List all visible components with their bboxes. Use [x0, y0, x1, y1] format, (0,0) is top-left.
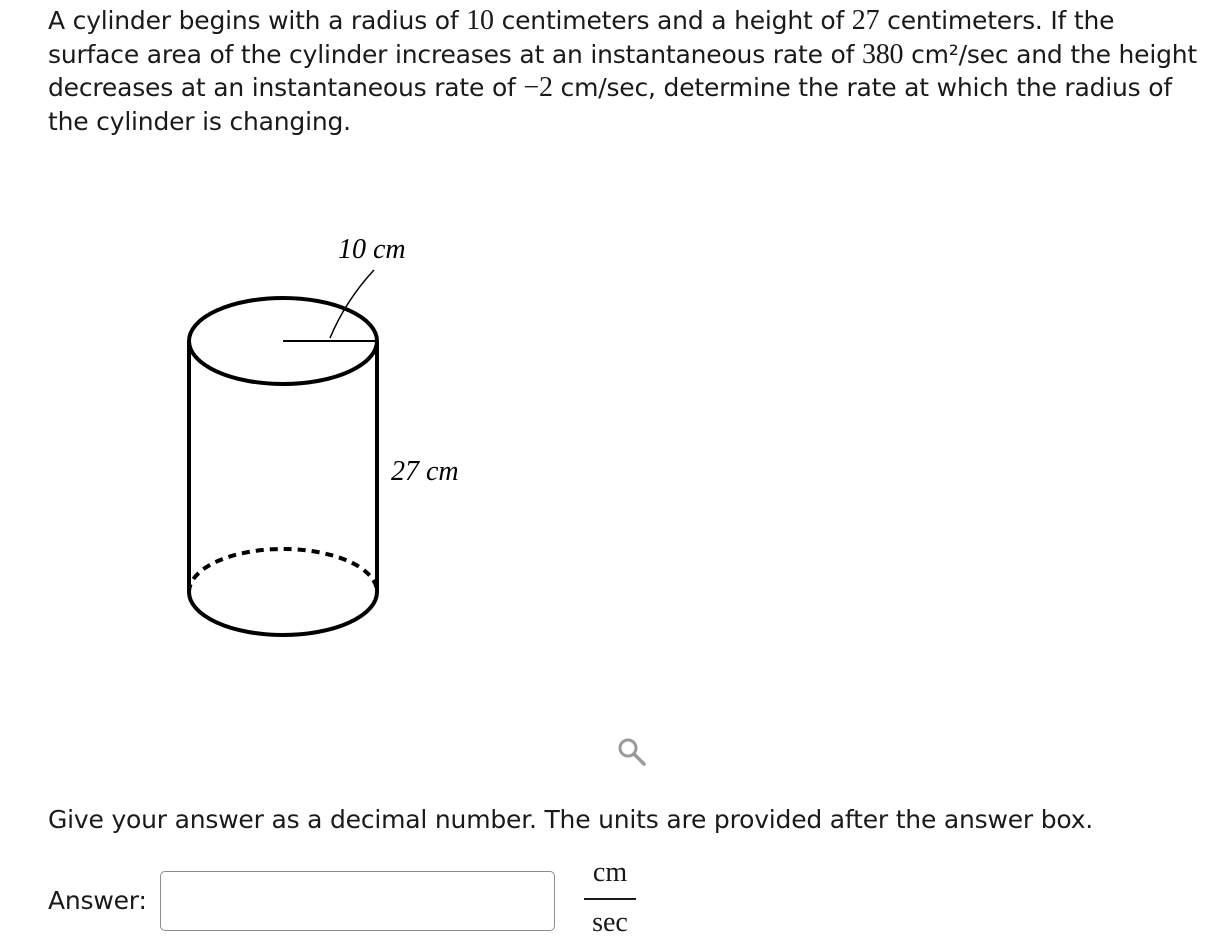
cylinder-figure	[150, 220, 510, 650]
question-part-1: A cylinder begins with a radius of	[48, 6, 467, 35]
units-denominator: sec	[592, 907, 628, 938]
units-numerator: cm	[592, 857, 628, 888]
height-label: 27 cm	[391, 456, 459, 487]
question-part-2: centimeters and a height of	[493, 6, 852, 35]
units-fraction-bar	[584, 898, 636, 900]
units-fraction	[582, 856, 638, 940]
question-part-5: , determine the rate at which the radius of the cylinder is changing.	[48, 73, 1172, 136]
area-rate-value: 380	[861, 38, 904, 70]
question-text	[48, 4, 1208, 138]
answer-label: Answer:	[48, 886, 147, 915]
area-rate-unit: cm²/sec	[903, 39, 1009, 69]
height-rate-unit: cm/sec	[552, 73, 649, 102]
answer-input[interactable]	[160, 871, 555, 931]
cylinder-bottom-back-arc	[189, 549, 377, 592]
instruction-text: Give your answer as a decimal number. The units are provided after the answer box.	[48, 805, 1094, 834]
magnifier-icon[interactable]	[614, 734, 650, 770]
question-part-4: and the height decreases at an instantaneous rate of	[48, 39, 1197, 102]
radius-value: 10	[466, 5, 494, 36]
cylinder-diagram	[150, 220, 510, 650]
radius-label: 10 cm	[338, 234, 406, 265]
height-value: 27	[851, 5, 880, 36]
cylinder-bottom-front-arc	[189, 592, 377, 635]
height-rate-value: −2	[523, 72, 553, 103]
question-part-3: centimeters. If the surface area of the cylinder increases at an instantaneous rate of	[48, 6, 1115, 69]
